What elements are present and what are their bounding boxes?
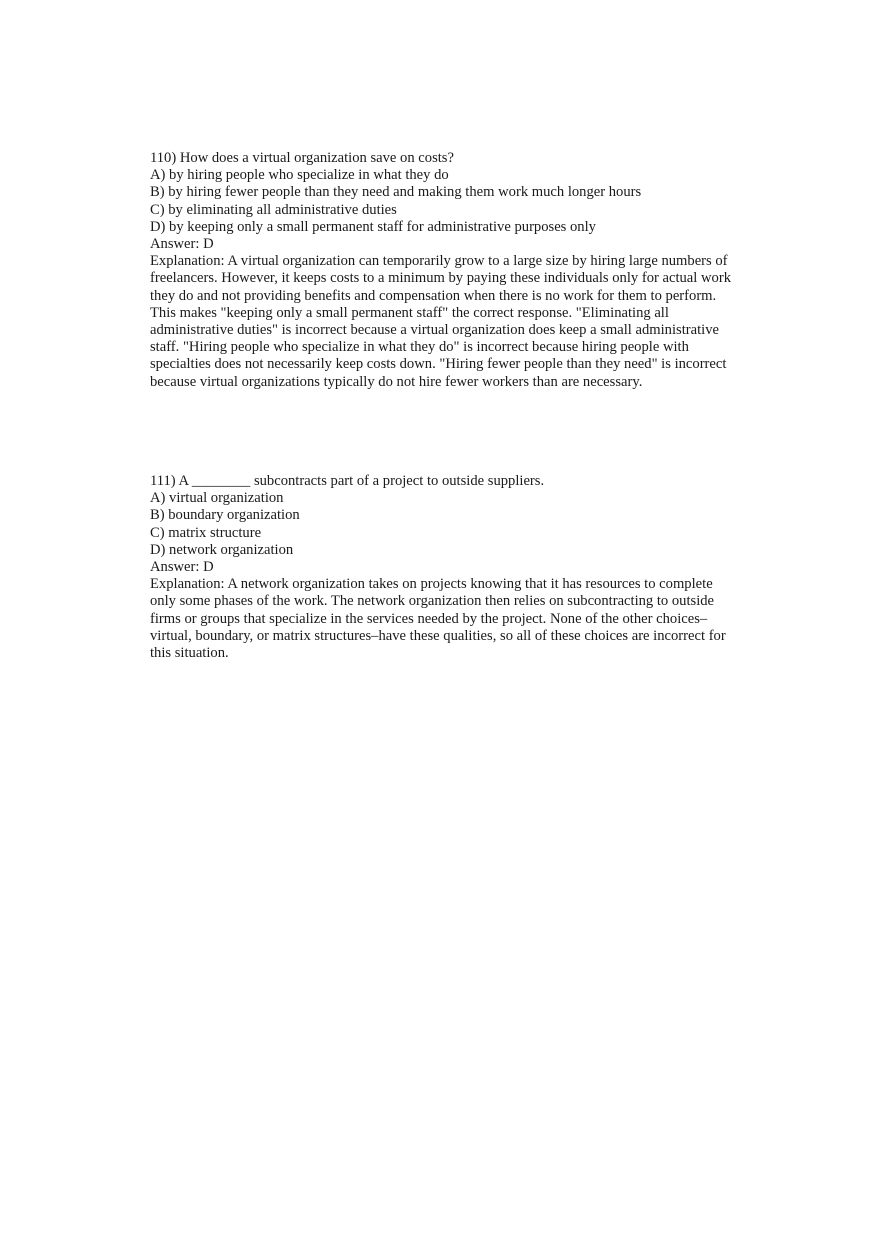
explanation: Explanation: A network organization takes on projects knowing that it has resources to complete only some phases of the work. The network organization then relies on subcontracting to outside firms or groups that specialize in the services needed by the project. None of the other choices–virtual, boundary, or matrix structures–have these qualities, so all of these choices are incorrect for this situation. bbox=[150, 576, 726, 662]
stem-blank: ________ bbox=[191, 473, 251, 489]
stem-prefix: 111) A bbox=[150, 473, 189, 489]
option-a: A) virtual organization bbox=[150, 490, 284, 507]
option-c: C) matrix structure bbox=[150, 524, 262, 541]
option-d: D) network organization bbox=[150, 541, 294, 558]
answer: Answer: D bbox=[150, 236, 214, 253]
option-d: D) by keeping only a small permanent staff for administrative purposes only bbox=[150, 218, 596, 235]
option-b: B) boundary organization bbox=[150, 507, 300, 524]
question-stem: 110) How does a virtual organization save on costs? bbox=[150, 150, 454, 166]
question-110 bbox=[150, 150, 740, 391]
question-stem bbox=[150, 473, 740, 490]
stem-suffix: subcontracts part of a project to outside suppliers. bbox=[253, 473, 545, 489]
answer: Answer: D bbox=[150, 559, 214, 576]
option-c: C) by eliminating all administrative duties bbox=[150, 201, 397, 218]
option-a: A) by hiring people who specialize in what they do bbox=[150, 167, 449, 184]
explanation: Explanation: A virtual organization can temporarily grow to a large size by hiring large numbers of freelancers. However, it keeps costs to a minimum by paying these individuals only for actual work they do and not providing benefits and compensation when there is no work for them to perform. This makes "keeping only a small permanent staff" the correct response. "Eliminating all administrative duties" is incorrect because a virtual organization does keep a small administrative staff. "Hiring people who specialize in what they do" is incorrect because hiring people with specialties does not necessarily keep costs down. "Hiring fewer people than they need" is incorrect because virtual organizations typically do not hire fewer workers than are necessary. bbox=[150, 253, 731, 390]
question-111 bbox=[150, 473, 740, 662]
option-b: B) by hiring fewer people than they need and making them work much longer hours bbox=[150, 184, 642, 201]
